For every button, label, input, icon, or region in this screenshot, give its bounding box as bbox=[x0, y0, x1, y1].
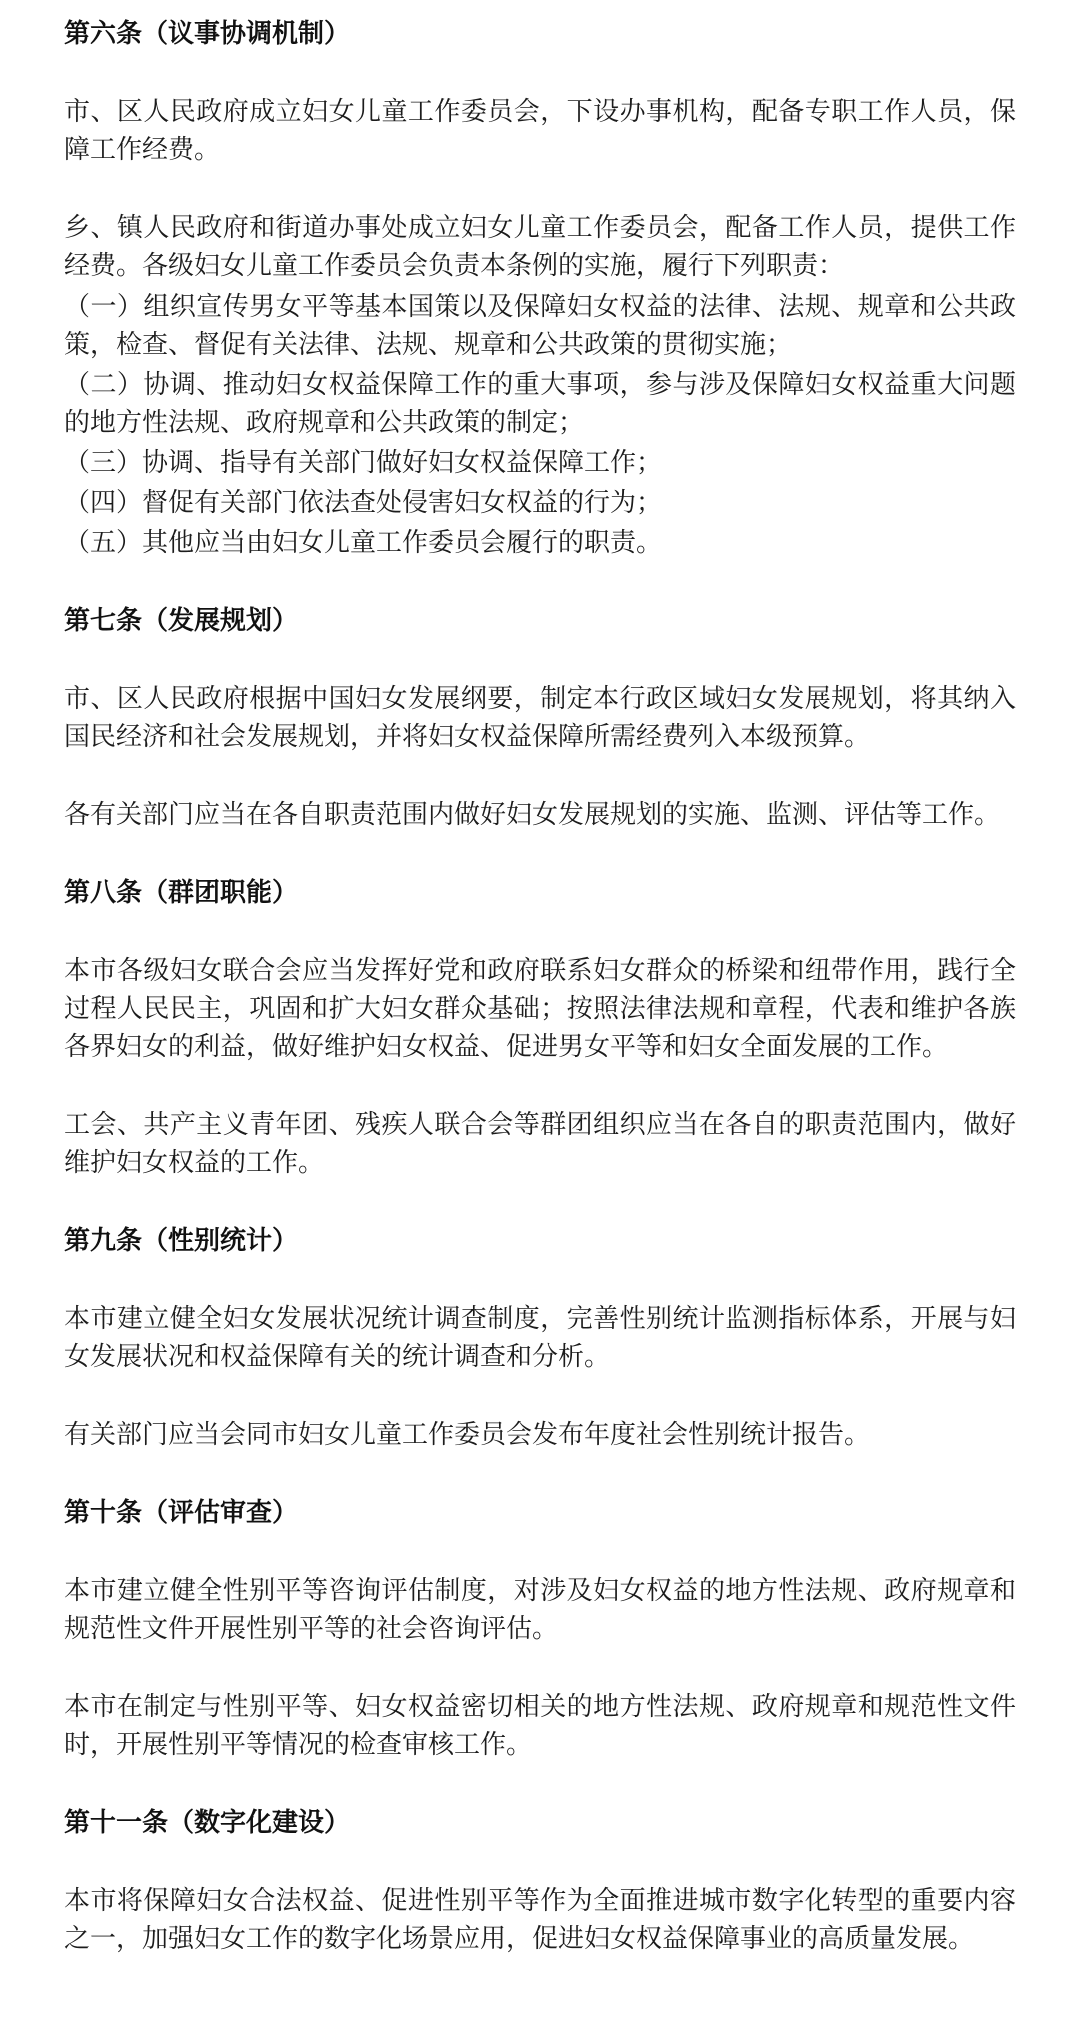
article-paragraph: 本市建立健全妇女发展状况统计调查制度，完善性别统计监测指标体系，开展与妇女发展状况和权益保障有关的统计调查和分析。 bbox=[64, 1303, 1016, 1371]
article-heading: 第六条（议事协调机制） bbox=[64, 18, 351, 48]
article-paragraph: 本市建立健全性别平等咨询评估制度，对涉及妇女权益的地方性法规、政府规章和规范性文件开展性别平等的社会咨询评估。 bbox=[64, 1575, 1016, 1643]
article-paragraph: 本市将保障妇女合法权益、促进性别平等作为全面推进城市数字化转型的重要内容之一，加强妇女工作的数字化场景应用，促进妇女权益保障事业的高质量发展。 bbox=[64, 1885, 1016, 1953]
article-heading: 第八条（群团职能） bbox=[64, 877, 299, 907]
clause-list-item: （四）督促有关部门依法查处侵害妇女权益的行为； bbox=[64, 487, 663, 517]
article-paragraph: 本市各级妇女联合会应当发挥好党和政府联系妇女群众的桥梁和纽带作用，践行全过程人民民主，巩固和扩大妇女群众基础；按照法律法规和章程，代表和维护各族各界妇女的利益，做好维护妇女权益、促进男女平等和妇女全面发展的工作。 bbox=[64, 955, 1016, 1061]
article-heading: 第七条（发展规划） bbox=[64, 605, 299, 635]
article-paragraph: 市、区人民政府成立妇女儿童工作委员会，下设办事机构，配备专职工作人员，保障工作经费。 bbox=[64, 96, 1016, 164]
article-heading: 第十条（评估审查） bbox=[64, 1497, 299, 1527]
clause-list-item: （二）协调、推动妇女权益保障工作的重大事项，参与涉及保障妇女权益重大问题的地方性法规、政府规章和公共政策的制定； bbox=[64, 369, 1016, 437]
article-heading: 第九条（性别统计） bbox=[64, 1225, 299, 1255]
article-paragraph: 本市在制定与性别平等、妇女权益密切相关的地方性法规、政府规章和规范性文件时，开展性别平等情况的检查审核工作。 bbox=[64, 1691, 1016, 1759]
article-paragraph: 工会、共产主义青年团、残疾人联合会等群团组织应当在各自的职责范围内，做好维护妇女权益的工作。 bbox=[64, 1109, 1016, 1177]
article-paragraph: 有关部门应当会同市妇女儿童工作委员会发布年度社会性别统计报告。 bbox=[64, 1419, 871, 1449]
article-paragraph: 各有关部门应当在各自职责范围内做好妇女发展规划的实施、监测、评估等工作。 bbox=[64, 799, 1001, 829]
article-paragraph: 市、区人民政府根据中国妇女发展纲要，制定本行政区域妇女发展规划，将其纳入国民经济和社会发展规划，并将妇女权益保障所需经费列入本级预算。 bbox=[64, 683, 1016, 751]
clause-list-item: （五）其他应当由妇女儿童工作委员会履行的职责。 bbox=[64, 527, 663, 557]
article-body bbox=[64, 14, 1016, 1957]
clause-list-item: （三）协调、指导有关部门做好妇女权益保障工作； bbox=[64, 447, 663, 477]
article-heading: 第十一条（数字化建设） bbox=[64, 1807, 351, 1837]
article-paragraph: 乡、镇人民政府和街道办事处成立妇女儿童工作委员会，配备工作人员，提供工作经费。各级妇女儿童工作委员会负责本条例的实施，履行下列职责： bbox=[64, 212, 1016, 280]
clause-list-item: （一）组织宣传男女平等基本国策以及保障妇女权益的法律、法规、规章和公共政策，检查、督促有关法律、法规、规章和公共政策的贯彻实施； bbox=[64, 291, 1016, 359]
